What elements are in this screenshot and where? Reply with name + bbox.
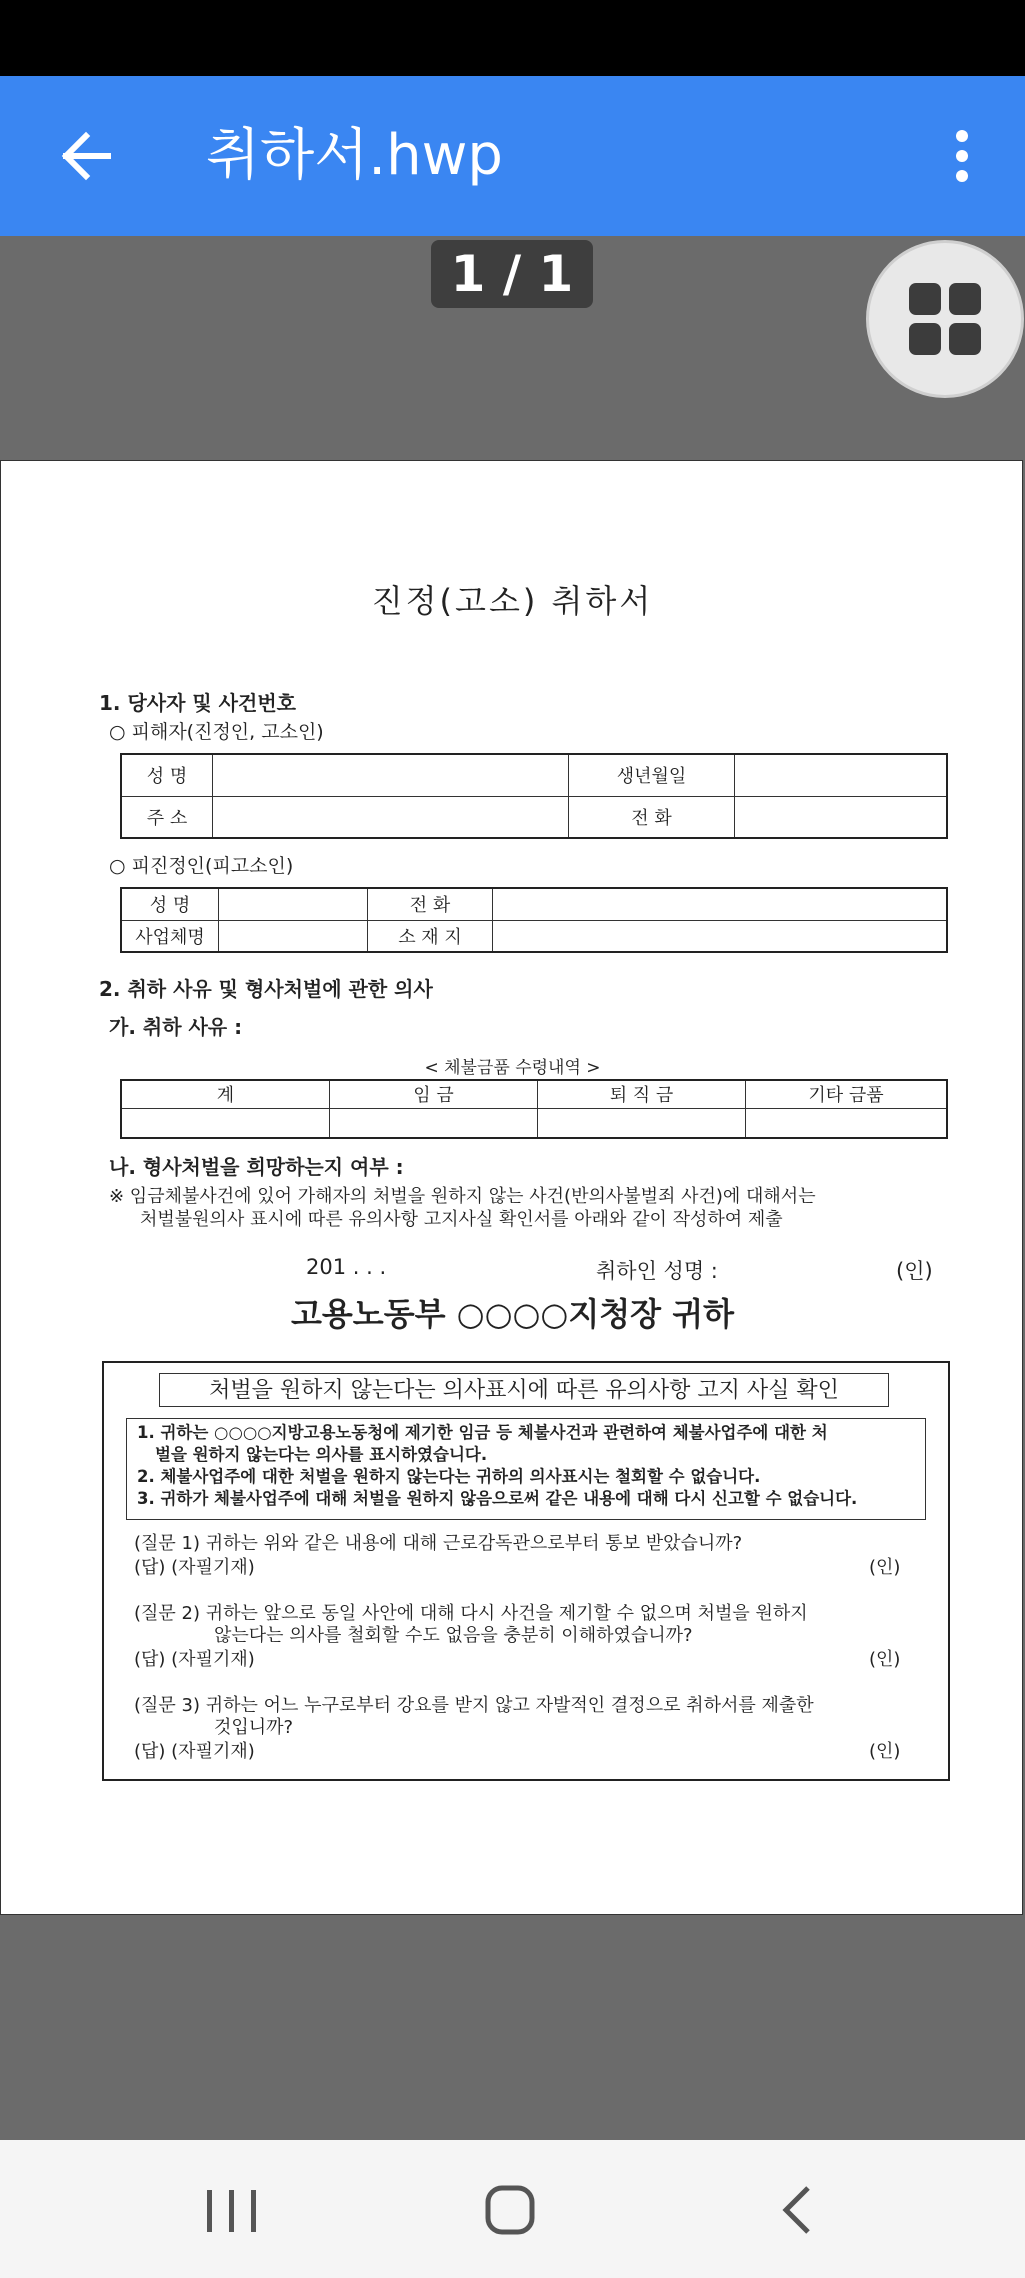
withdrawal-reason-label: 가. 취하 사유 : <box>109 1015 243 1039</box>
grid-view-button[interactable] <box>866 240 1024 398</box>
payment-table-caption: < 체불금품 수령내역 > <box>424 1058 601 1078</box>
victim-phone-cell[interactable] <box>735 796 948 838</box>
rule-3: 3. 귀하가 체불사업주에 대해 처벌을 원하지 않음으로써 같은 내용에 대해 다시 신고할 수 없습니다. <box>137 1489 858 1508</box>
answer-2[interactable]: (답) (자필기재) <box>134 1649 255 1670</box>
question-3-cont: 것입니까? <box>214 1717 294 1738</box>
col-wages: 임 금 <box>330 1080 538 1108</box>
victim-address-label: 주 소 <box>121 796 213 838</box>
total-cell[interactable] <box>121 1108 330 1138</box>
seal-1: (인) <box>869 1557 901 1578</box>
confirmation-box <box>102 1361 950 1781</box>
victim-name-label: 성 명 <box>121 754 213 796</box>
back-arrow-icon[interactable] <box>48 118 124 194</box>
answer-1[interactable]: (답) (자필기재) <box>134 1557 255 1578</box>
victim-birth-cell[interactable] <box>735 754 948 796</box>
victim-phone-label: 전 화 <box>569 796 735 838</box>
victim-label: ○ 피해자(진정인, 고소인) <box>109 721 324 743</box>
question-3: (질문 3) 귀하는 어느 누구로부터 강요를 받지 않고 자발적인 결정으로 취하서를 제출한 <box>134 1695 814 1716</box>
more-vertical-icon[interactable] <box>930 116 994 196</box>
respondent-business-cell[interactable] <box>219 920 368 952</box>
note-line2: 처벌불원의사 표시에 따른 유의사항 고지사실 확인서를 아래와 같이 작성하여 제출 <box>140 1209 783 1230</box>
respondent-name-cell[interactable] <box>219 888 368 920</box>
victim-table <box>120 753 948 839</box>
question-2-cont: 않는다는 의사를 철회할 수도 없음을 충분히 이해하였습니까? <box>214 1625 693 1646</box>
punishment-wish-label: 나. 형사처벌을 희망하는지 여부 : <box>109 1155 404 1179</box>
recent-apps-icon[interactable] <box>192 2170 272 2250</box>
rule-1-cont: 벌을 원하지 않는다는 의사를 표시하였습니다. <box>155 1445 488 1464</box>
signature-date: 201 . . . <box>306 1255 387 1279</box>
confirmation-title: 처벌을 원하지 않는다는 의사표시에 따른 유의사항 고지 사실 확인 <box>159 1373 889 1407</box>
col-other: 기타 금품 <box>746 1080 948 1108</box>
signature-seal: (인) <box>896 1259 933 1283</box>
victim-name-cell[interactable] <box>213 754 569 796</box>
grid-view-icon <box>907 281 983 357</box>
payment-table <box>120 1079 948 1139</box>
col-total: 계 <box>121 1080 330 1108</box>
section1-heading: 1. 당사자 및 사건번호 <box>99 691 296 715</box>
respondent-business-label: 사업체명 <box>121 920 219 952</box>
respondent-phone-label: 전 화 <box>368 888 493 920</box>
page-indicator: 1 / 1 <box>431 240 593 308</box>
respondent-label: ○ 피진정인(피고소인) <box>109 855 294 877</box>
document-page[interactable] <box>0 460 1023 1915</box>
question-1: (질문 1) 귀하는 위와 같은 내용에 대해 근로감독관으로부터 통보 받았습니까? <box>134 1533 743 1554</box>
other-cell[interactable] <box>746 1108 948 1138</box>
question-2: (질문 2) 귀하는 앞으로 동일 사안에 대해 다시 사건을 제기할 수 없으며 처벌을 원하지 <box>134 1603 808 1624</box>
document-title: 취하서.hwp <box>206 123 503 188</box>
respondent-phone-cell[interactable] <box>493 888 948 920</box>
seal-2: (인) <box>869 1649 901 1670</box>
form-title: 진정(고소) 취하서 <box>371 582 654 620</box>
severance-cell[interactable] <box>538 1108 746 1138</box>
victim-address-cell[interactable] <box>213 796 569 838</box>
rule-1: 1. 귀하는 ○○○○지방고용노동청에 제기한 임금 등 체불사건과 관련하여 체불사업주에 대한 처 <box>137 1423 828 1442</box>
victim-birth-label: 생년월일 <box>569 754 735 796</box>
app-bar <box>0 76 1025 236</box>
system-nav-bar <box>0 2140 1025 2278</box>
respondent-location-label: 소 재 지 <box>368 920 493 952</box>
home-icon[interactable] <box>470 2170 550 2250</box>
seal-3: (인) <box>869 1741 901 1762</box>
wages-cell[interactable] <box>330 1108 538 1138</box>
rule-2: 2. 체불사업주에 대한 처벌을 원하지 않는다는 귀하의 의사표시는 철회할 수 없습니다. <box>137 1467 761 1486</box>
confirmation-rules <box>126 1418 926 1520</box>
signature-label: 취하인 성명 : <box>596 1259 718 1283</box>
respondent-table <box>120 887 948 953</box>
office-addressee: 고용노동부 ○○○○지청장 귀하 <box>290 1295 735 1333</box>
respondent-name-label: 성 명 <box>121 888 219 920</box>
respondent-location-cell[interactable] <box>493 920 948 952</box>
status-bar <box>0 0 1025 76</box>
col-severance: 퇴 직 금 <box>538 1080 746 1108</box>
note-line1: ※ 임금체불사건에 있어 가해자의 처벌을 원하지 않는 사건(반의사불벌죄 사건)에 대해서는 <box>109 1186 816 1207</box>
nav-back-icon[interactable] <box>758 2170 838 2250</box>
answer-3[interactable]: (답) (자필기재) <box>134 1741 255 1762</box>
section2-heading: 2. 취하 사유 및 형사처벌에 관한 의사 <box>99 977 433 1001</box>
